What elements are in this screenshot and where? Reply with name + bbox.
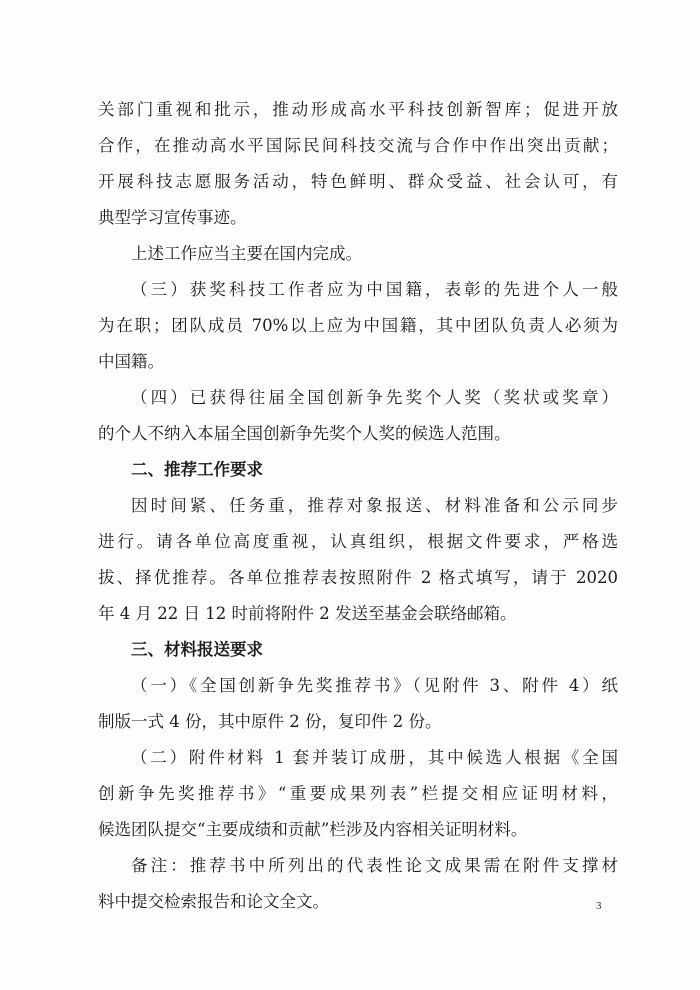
item-two-line: （二）附件材料 1 套并装订成册，其中候选人根据《全国	[131, 748, 618, 767]
text-line: 料中提交检索报告和论文全文。	[98, 892, 329, 911]
item-four-line: （四）已获得往届全国创新争先奖个人奖（奖状或奖章）	[131, 388, 618, 407]
item-three-line: （三）获奖科技工作者应为中国籍，表彰的先进个人一般	[131, 280, 618, 299]
text-line: 制版一式 4 份，其中原件 2 份，复印件 2 份。	[98, 712, 442, 731]
text-line: 的个人不纳入本届全国创新争先奖个人奖的候选人范围。	[98, 424, 511, 443]
item-one-line: （一）《全国创新争先奖推荐书》（见附件 3、附件 4）纸	[131, 676, 618, 695]
paragraph-domestic-completion: 上述工作应当主要在国内完成。	[131, 244, 362, 263]
page-number: 3	[596, 900, 602, 912]
text-line: 开展科技志愿服务活动，特色鲜明、群众受益、社会认可，有	[98, 172, 618, 191]
remark-line: 备注：推荐书中所列出的代表性论文成果需在附件支撑材	[131, 856, 618, 875]
text-line: 拔、择优推荐。各单位推荐表按照附件 2 格式填写，请于 2020	[98, 568, 618, 587]
text-line: 合作，在推动高水平国际民间科技交流与合作中作出突出贡献；	[98, 136, 618, 155]
section-heading-material-submission: 三、材料报送要求	[131, 640, 263, 659]
text-line: 进行。请各单位高度重视，认真组织，根据文件要求，严格选	[98, 532, 618, 551]
text-line: 创新争先奖推荐书》“重要成果列表”栏提交相应证明材料，	[98, 784, 618, 803]
text-line: 中国籍。	[98, 352, 164, 371]
section-heading-recommendation-requirements: 二、推荐工作要求	[131, 460, 263, 479]
text-line: 年 4 月 22 日 12 时前将附件 2 发送至基金会联络邮箱。	[98, 604, 517, 623]
text-line: 关部门重视和批示，推动形成高水平科技创新智库；促进开放	[98, 100, 618, 119]
text-line: 因时间紧、任务重，推荐对象报送、材料准备和公示同步	[131, 496, 618, 515]
text-line: 候选团队提交“主要成绩和贡献”栏涉及内容相关证明材料。	[98, 820, 528, 839]
text-line: 为在职；团队成员 70%以上应为中国籍，其中团队负责人必须为	[98, 316, 618, 335]
text-line: 典型学习宣传事迹。	[98, 208, 247, 227]
document-body	[98, 92, 618, 920]
